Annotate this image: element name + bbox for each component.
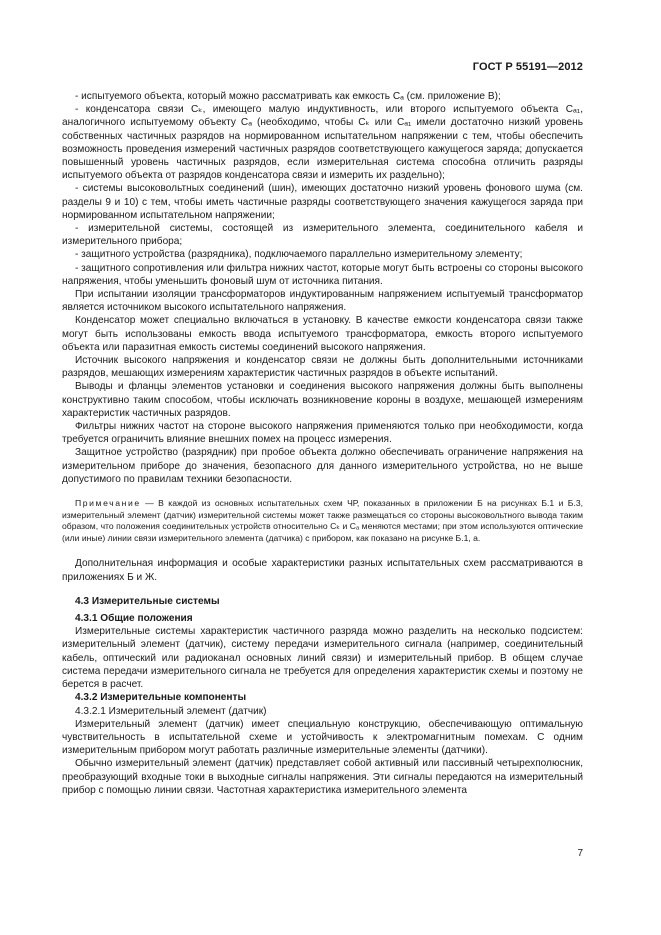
section-heading-4-3-2: 4.3.2 Измерительные компоненты [75, 692, 247, 704]
note-text: В каждой из основных испытательных схем ЧР, показанных в приложении Б на рисунках Б.1 и Б.3, измерительный элемент (датчик) измерительной системы может также размещаться со стороны высоковольтного вывода таким образом, что положения соединительных устройств относительно Cₖ и Cₐ меняются местами; при этом используются оптические (или иные) линии связи измерительного элемента (датчика) с прибором, как показано на рисунке Б.1, а. [62, 498, 584, 543]
paragraph: Источник высокого напряжения и конденсатор связи не должны быть дополнительными источниками разрядов, мешающих измерениям характеристик частичных разрядов в объекте испытаний. [62, 355, 583, 380]
page-number: 7 [577, 848, 583, 859]
paragraph: - защитного сопротивления или фильтра нижних частот, которые могут быть встроены со стороны высокого напряжения, чтобы уменьшить фоновый шум от источника питания. [62, 262, 583, 287]
paragraph: Фильтры нижних частот на стороне высокого напряжения применяются только при необходимости, когда требуется ограничить влияние внешних помех на процесс измерения. [62, 421, 583, 446]
paragraph: - системы высоковольтных соединений (шин), имеющих достаточно низкий уровень фонового шума (см. разделы 9 и 10) с тем, чтобы иметь частичные разряды соответствующего значения кажущегося заряда при нормированном испытательном напряжении; [62, 183, 583, 221]
paragraph: Измерительные системы характеристик частичного разряда можно разделить на несколько подсистем: измерительный элемент (датчик), систему передачи измерительного сигнала (например, соединительный кабель, оптический или радиоканал основных линий связи) и измерительный прибор. В общем случае система передачи измерительного сигнала не требуется для определения характеристик схемы и поэтому не берется в расчет. [62, 626, 583, 691]
paragraph: - измерительной системы, состоящей из измерительного элемента, соединительного кабеля и измерительного прибора; [62, 223, 583, 248]
section-heading-4-3: 4.3 Измерительные системы [75, 595, 220, 607]
note-label: Примечание [75, 498, 141, 509]
section-heading-4-3-1: 4.3.1 Общие положения [75, 613, 193, 625]
standard-number: ГОСТ Р 55191—2012 [472, 61, 583, 73]
paragraph: Дополнительная информация и особые характеристики разных испытательных схем рассматриваются в приложениях Б и Ж. [62, 558, 583, 583]
paragraph: - защитного устройства (разрядника), подключаемого параллельно измерительному элементу; [75, 249, 523, 261]
paragraph: При испытании изоляции трансформаторов индуктированным напряжением испытуемый трансформатор является источником высокого испытательного напряжения. [62, 289, 583, 314]
paragraph: Выводы и фланцы элементов установки и соединения высокого напряжения должны быть выполнены конструктивно таким способом, чтобы исключать возникновение короны в воздухе, мешающей измерениям характеристик частичных разрядов. [62, 381, 583, 419]
paragraph: Конденсатор может специально включаться в установку. В качестве емкости конденсатора связи также могут быть использованы емкость ввода испытуемого трансформатора, емкость второго испытуемого объекта или паразитная емкость системы соединений высокого напряжения. [62, 315, 583, 353]
paragraph: Измерительный элемент (датчик) имеет специальную конструкцию, обеспечивающую оптимальную чувствительность в испытательной схеме и устойчивость к электромагнитным помехам. С одним измерительным прибором могут работать различные измерительные элементы (датчики). [62, 718, 583, 757]
note [62, 498, 583, 544]
paragraph: Обычно измерительный элемент (датчик) представляет собой активный или пассивный четырехполюсник, преобразующий входные токи в выходные сигналы напряжения. Эти сигналы передаются на измерительный прибор с помощью линии связи. Частотная характеристика измерительного элемента [62, 758, 583, 796]
note-dash: — [140, 498, 159, 509]
section-heading-4-3-2-1: 4.3.2.1 Измерительный элемент (датчик) [75, 705, 267, 717]
paragraph: Защитное устройство (разрядник) при пробое объекта должно обеспечивать ограничение напряжения на измерительном приборе до значения, безопасного для данного измерительного устройства, но не выше допустимого по правилам техники безопасности. [62, 447, 583, 485]
document-body [62, 90, 583, 797]
paragraph: - испытуемого объекта, который можно рассматривать как емкость Cₐ (см. приложение В); [75, 91, 501, 102]
paragraph: - конденсатора связи Cₖ, имеющего малую индуктивность, или второго испытуемого объекта Cₐ₁, аналогичного испытуемому объекту Cₐ (необходимо, чтобы Cₖ или Cₐ₁ имели достаточно низкий уровень собственных частичных разрядов на нормированном испытательном напряжении с тем, чтобы обеспечить возможность проведения измерений частичных разрядов соответствующего кажущегося заряда; допускается повышенный уровень частичных разрядов, если измерительная система способна отличить разряды испытуемого объекта от разрядов конденсатора связи и измерить их раздельно); [62, 104, 583, 182]
